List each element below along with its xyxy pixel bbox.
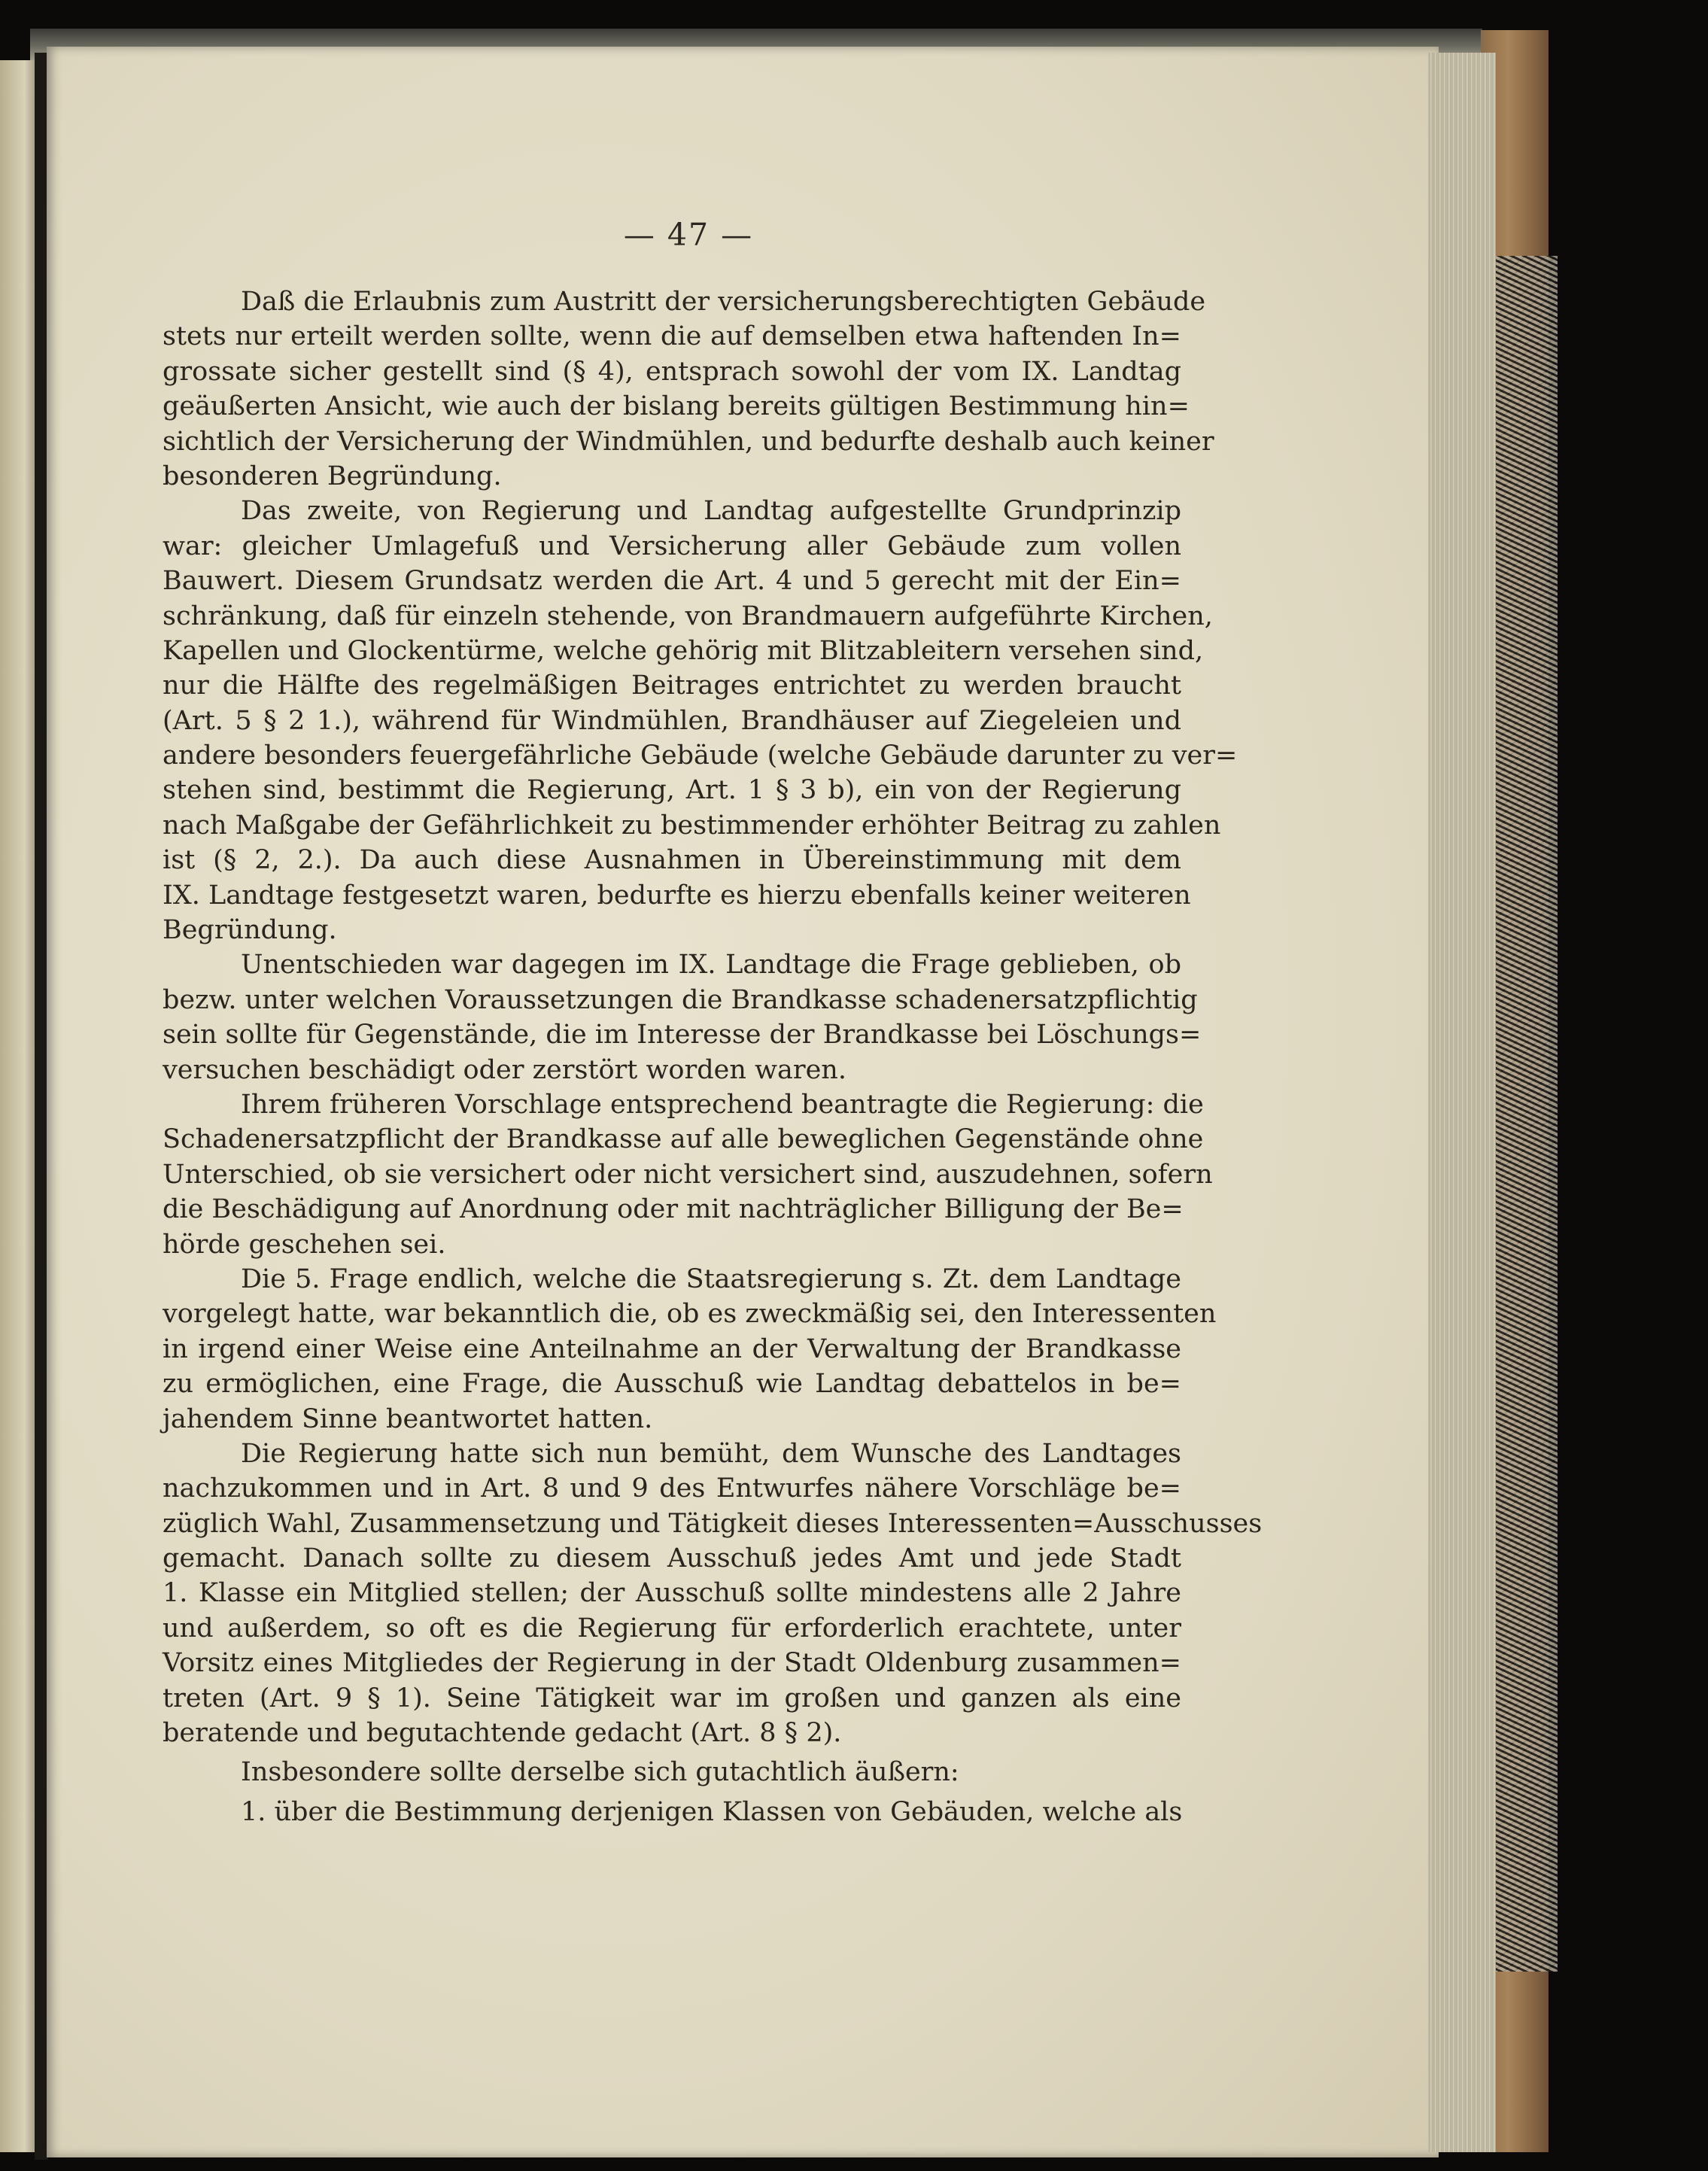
paragraph [163, 947, 1202, 1087]
text-line: Schadenersatzpflicht der Brandkasse auf alle beweglichen Gegenstände ohne [163, 1124, 1204, 1155]
text-line: Daß die Erlaubnis zum Austritt der versicherungsberechtigten Gebäude [241, 287, 1206, 317]
text-line: in irgend einer Weise eine Anteilnahme an der Verwaltung der Brandkasse [163, 1333, 1181, 1364]
text-line: nur die Hälfte des regelmäßigen Beitrages entrichtet zu werden braucht [163, 670, 1181, 701]
text-line: jahendem Sinne beantwortet hatten. [163, 1403, 653, 1434]
text-line: ist (§ 2, 2.). Da auch diese Ausnahmen in Übereinstimmung mit dem [163, 845, 1181, 876]
paragraph [163, 494, 1238, 947]
paragraph [163, 1795, 1181, 1829]
text-line: sein sollte für Gegenstände, die im Interesse der Brandkasse bei Löschungs= [163, 1020, 1202, 1051]
text-line: stets nur erteilt werden sollte, wenn die auf demselben etwa haftenden In= [163, 321, 1181, 352]
text-line: sichtlich der Versicherung der Windmühlen, und bedurfte deshalb auch keiner [163, 426, 1214, 457]
text-line: und außerdem, so oft es die Regierung für erforderlich erachtete, unter [163, 1613, 1181, 1643]
text-line: grossate sicher gestellt sind (§ 4), entsprach sowohl der vom IX. Landtag [163, 356, 1181, 387]
text-line: Insbesondere sollte derselbe sich gutachtlich äußern: [241, 1757, 959, 1788]
text-line: die Beschädigung auf Anordnung oder mit nachträglicher Billigung der Be= [163, 1194, 1184, 1225]
text-line: Begründung. [163, 915, 337, 946]
text-line: IX. Landtage festgesetzt waren, bedurfte es hierzu ebenfalls keiner weiteren [163, 880, 1191, 911]
text-line: bezw. unter welchen Voraussetzungen die Brandkasse schadenersatzpflichtig [163, 984, 1198, 1015]
text-line: Unentschieden war dagegen im IX. Landtage die Frage geblieben, ob [241, 950, 1181, 981]
paragraph [163, 1755, 1181, 1789]
page-number: — 47 — [623, 217, 754, 253]
text-line: vorgelegt hatte, war bekanntlich die, ob es zweckmäßig sei, den Interessenten [163, 1299, 1217, 1330]
text-line: hörde geschehen sei. [163, 1229, 446, 1260]
paragraph [163, 1437, 1263, 1751]
text-line: beratende und begutachtende gedacht (Art. 8 § 2). [163, 1718, 842, 1749]
text-line: schränkung, daß für einzeln stehende, von Brandmauern aufgeführte Kirchen, [163, 601, 1213, 631]
text-line: Ihrem früheren Vorschlage entsprechend beantragte die Regierung: die [241, 1089, 1204, 1120]
paragraph [163, 1262, 1217, 1437]
text-line: (Art. 5 § 2 1.), während für Windmühlen, Brandhäuser auf Ziegeleien und [163, 705, 1181, 736]
paragraph [163, 1087, 1213, 1262]
text-line: Die Regierung hatte sich nun bemüht, dem Wunsche des Landtages [241, 1438, 1181, 1469]
text-line: nachzukommen und in Art. 8 und 9 des Entwurfes nähere Vorschläge be= [163, 1473, 1181, 1504]
text-line: Bauwert. Diesem Grundsatz werden die Art. 4 und 5 gerecht mit der Ein= [163, 566, 1181, 597]
text-line: Vorsitz eines Mitgliedes der Regierung in der Stadt Oldenburg zusammen= [163, 1648, 1181, 1679]
text-line: Unterschied, ob sie versichert oder nicht versichert sind, auszudehnen, sofern [163, 1159, 1213, 1190]
text-line: Die 5. Frage endlich, welche die Staatsregierung s. Zt. dem Landtage [241, 1263, 1181, 1294]
text-line: war: gleicher Umlagefuß und Versicherung aller Gebäude zum vollen [163, 531, 1181, 561]
text-line: geäußerten Ansicht, wie auch der bislang bereits gültigen Bestimmung hin= [163, 391, 1190, 422]
text-line: versuchen beschädigt oder zerstört worden waren. [163, 1054, 846, 1085]
paragraph [163, 284, 1214, 494]
page-fore-edge [1428, 53, 1496, 2152]
text-line: züglich Wahl, Zusammensetzung und Tätigkeit dieses Interessenten=Ausschusses [163, 1508, 1263, 1539]
marbled-cover-board [1486, 256, 1558, 1972]
text-line: 1. über die Bestimmung derjenigen Klassen von Gebäuden, welche als [241, 1796, 1183, 1827]
body-text [163, 284, 1263, 1829]
text-line: stehen sind, bestimmt die Regierung, Art. 1 § 3 b), ein von der Regierung [163, 775, 1181, 806]
text-line: Kapellen und Glockentürme, welche gehörig mit Blitzableitern versehen sind, [163, 635, 1204, 666]
text-line: Das zweite, von Regierung und Landtag aufgestellte Grundprinzip [241, 496, 1181, 527]
text-line: zu ermöglichen, eine Frage, die Ausschuß wie Landtag debattelos in be= [163, 1369, 1181, 1400]
text-line: nach Maßgabe der Gefährlichkeit zu bestimmender erhöhter Beitrag zu zahlen [163, 810, 1221, 841]
text-line: 1. Klasse ein Mitglied stellen; der Ausschuß sollte mindestens alle 2 Jahre [163, 1578, 1181, 1609]
text-line: gemacht. Danach sollte zu diesem Ausschuß jedes Amt und jede Stadt [163, 1543, 1181, 1574]
text-line: treten (Art. 9 § 1). Seine Tätigkeit war im großen und ganzen als eine [163, 1683, 1181, 1713]
text-line: andere besonders feuergefährliche Gebäude (welche Gebäude darunter zu ver= [163, 740, 1238, 771]
text-line: besonderen Begründung. [163, 461, 502, 491]
